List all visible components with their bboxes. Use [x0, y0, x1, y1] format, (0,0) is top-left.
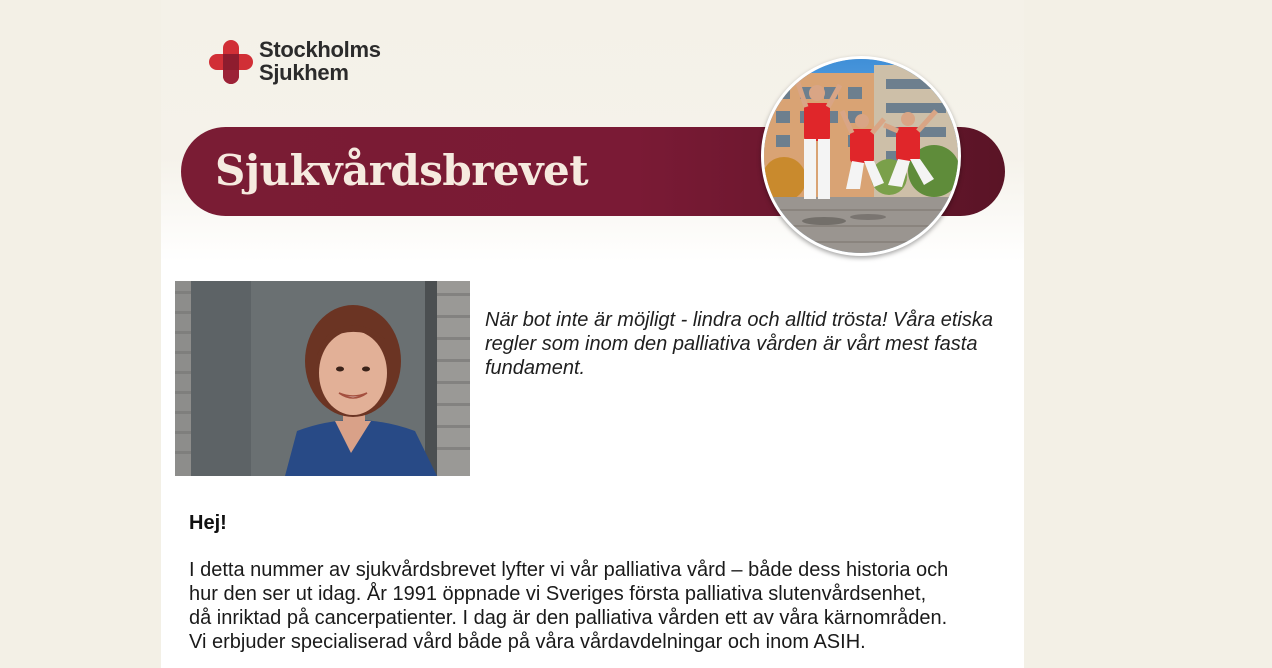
author-portrait [175, 281, 470, 476]
letter-line: hur den ser ut idag. År 1991 öppnade vi Sveriges första palliativa slutenvårdsenhet, [189, 583, 927, 605]
logo-line-1: Stockholms [259, 37, 381, 62]
letter-body [189, 558, 1009, 654]
stockholms-sjukhem-logo[interactable] [209, 38, 429, 88]
red-cross-logo-icon [209, 40, 253, 84]
newsletter-column [161, 0, 1024, 668]
logo-line-2: Sjukhem [259, 60, 349, 85]
newsletter-title: Sjukvårdsbrevet [215, 146, 589, 195]
letter-line: då inriktad på cancerpatienter. I dag är den palliativa vården ett av våra kärnområden. [189, 607, 948, 629]
portrait-illustration [175, 281, 470, 476]
staff-jumping-photo [761, 56, 961, 256]
logo-text [259, 38, 381, 84]
intro-quote: När bot inte är möjligt - lindra och alltid trösta! Våra etiska regler som inom den palliativa vården är vårt mest fasta fundament. [485, 309, 993, 379]
letter-line: I detta nummer av sjukvårdsbrevet lyfter vi vår palliativa vård – både dess historia och [189, 559, 949, 581]
letter-line: Vi erbjuder specialiserad vård både på våra vårdavdelningar och inom ASIH. [189, 631, 866, 653]
staff-photo-illustration [764, 59, 958, 253]
greeting: Hej! [189, 512, 227, 534]
